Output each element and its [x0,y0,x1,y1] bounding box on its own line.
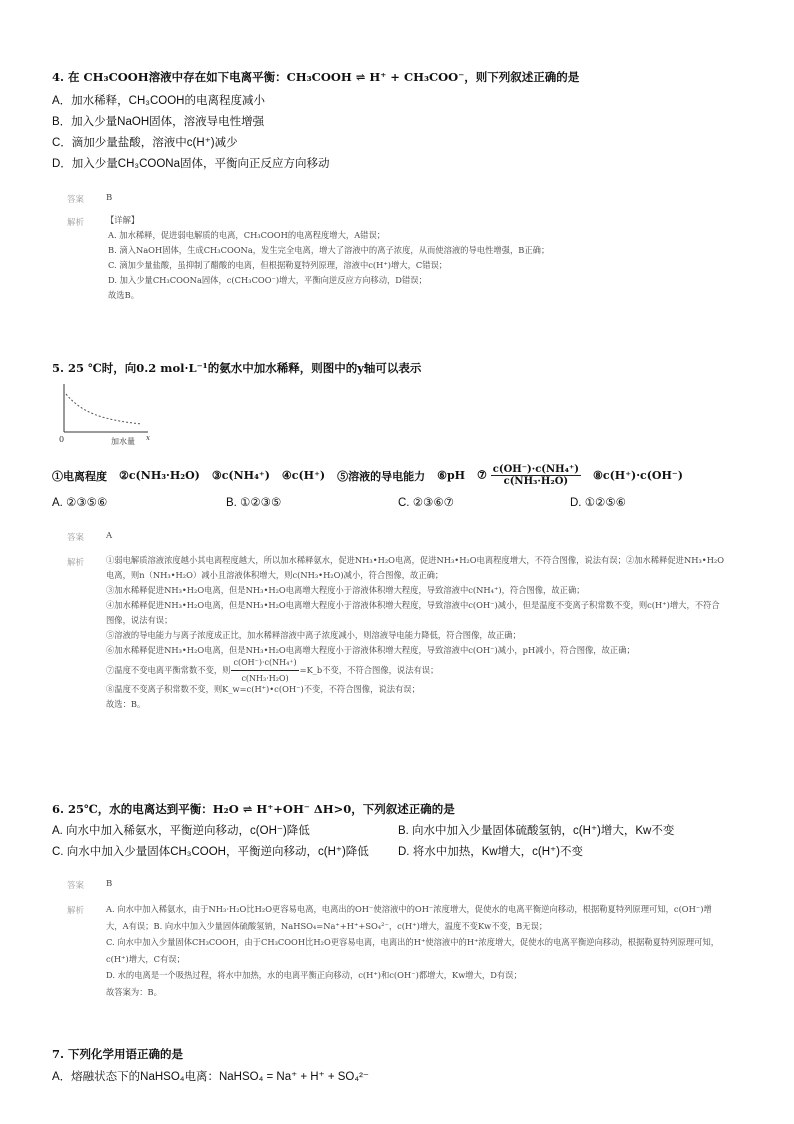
fraction-denominator: c(NH₃·H₂O) [241,673,289,683]
q5-option-c: C. ②③⑥⑦ [398,497,454,509]
analysis-text: =K_b不变，不符合图像，说法有误； [299,664,439,675]
q4-answer: B [106,193,113,203]
q4-analysis [106,213,549,303]
q6-option-b: B. 向水中加入少量固体硫酸氢钠，c(H⁺)增大，Kw不变 [398,825,675,837]
analysis-line: ⑧温度不变离子积常数不变，则K_w=c(H⁺)•c(OH⁻)不变，不符合图像，说法有误； [106,684,420,694]
analysis-line: D. 水的电离是一个吸热过程，将水中加热，水的电离平衡正向移动，c(H⁺)和c(OH⁻)都增大，Kw增大，D有误； [106,970,522,980]
q6-answer-label: 答案 [67,881,85,891]
q6-analysis-label: 解析 [67,906,85,916]
analysis-line: ⑥加水稀释促进NH₃•H₂O电离，但是NH₃•H₂O电离增大程度小于溶液体积增大程度，导致溶液中c(OH⁻)减小，pH减小，符合图像，故正确； [106,645,635,655]
q5-answer-label: 答案 [67,533,85,543]
q6-answer: B [106,879,113,889]
q4-answer-label: 答案 [67,195,85,205]
q5-option-b: B. ①②③⑤ [226,497,282,509]
q5-item-4: ④c(H⁺) [281,469,326,482]
q5-option-a: A. ②③⑤⑥ [52,497,108,509]
q4-option-a: A．加水稀释，CH₃COOH的电离程度减小 [52,95,265,107]
analysis-line: A. 加水稀释，促进弱电解质的电离，CH₃COOH的电离程度增大，A错误； [108,230,386,240]
analysis-line: 故选：B。 [106,699,146,709]
q5-item-7 [477,464,581,487]
graph-xaxis-letter: x [146,434,150,442]
analysis-line: ⑤溶液的导电能力与离子浓度成正比，加水稀释溶液中离子浓度减小，则溶液导电能力降低，符合图像，故正确； [106,630,521,640]
analysis-text: ⑦温度不变电离平衡常数不变，则 [106,664,231,675]
q4-analysis-label: 解析 [67,218,85,228]
fraction-numerator: c(OH⁻)·c(NH₄⁺) [231,655,298,671]
q5-option-d: D. ①②⑤⑥ [570,497,626,509]
q5-items [52,464,683,487]
q5-answer: A [106,531,113,541]
q6-option-c: C. 向水中加入少量固体CH₃COOH，平衡逆向移动，c(H⁺)降低 [52,846,369,858]
fraction-numerator: c(OH⁻)·c(NH₄⁺) [492,464,580,475]
graph-xlabel: 加水量 [111,437,135,446]
q5-item-8: ⑧c(H⁺)·c(OH⁻) [593,469,683,482]
q6-option-a: A. 向水中加入稀氨水，平衡逆向移动，c(OH⁻)降低 [52,825,310,837]
q7-option-a: A．熔融状态下的NaHSO₄电离：NaHSO₄ = Na⁺ + H⁺ + SO₄²⁻ [52,1071,369,1083]
analysis-line: 故答案为：B。 [106,986,162,997]
q6-analysis [106,901,726,1000]
analysis-line: C. 滴加少量盐酸，虽抑制了醋酸的电离，但根据勒夏特列原理，溶液中c(H⁺)增大，C错误； [108,260,448,270]
decreasing-curve [66,394,142,424]
analysis-line: ④加水稀释促进NH₃•H₂O电离，但是NH₃•H₂O电离增大程度小于溶液体积增大程度，导致溶液中c(OH⁻)减小，但是温度不变离子积常数不变，则c(H⁺)增大，不符合图像，说法有误； [106,600,720,625]
q6-stem: 6. 25℃，水的电离达到平衡：H₂O ⇌ H⁺+OH⁻ ΔH>0，下列叙述正确的是 [52,802,455,816]
graph-origin: 0 [59,435,65,444]
analysis-line [106,658,726,682]
q5-item-2: ②c(NH₃·H₂O) [119,469,200,482]
q5-item-1: ①电离程度 [52,469,107,483]
analysis-line: ①弱电解质溶液浓度越小其电离程度越大，所以加水稀释氨水，促进NH₃•H₂O电离，促进NH₃•H₂O电离程度增大，不符合图像，说法有误；②加水稀释促进NH₃•H₂O电离，则n（NH₃•H₂O）减小且溶液体积增大，则c(NH₃•H₂O)减小，符合图像，故正确； [106,555,725,580]
analysis-line: D. 加入少量CH₃COONa固体，c(CH₃COO⁻)增大，平衡向逆反应方向移动，D错误； [108,275,427,285]
q5-item-5: ⑤溶液的导电能力 [337,469,426,483]
fraction-denominator: c(NH₃·H₂O) [503,476,569,487]
analysis-line: B. 滴入NaOH固体，生成CH₃COONa，发生完全电离，增大了溶液中的离子浓度，从而使溶液的导电性增强，B正确； [108,245,550,255]
analysis-line: C. 向水中加入少量固体CH₃COOH，由于CH₃COOH比H₂O更容易电离，电离出的H⁺使溶液中的H⁺浓度增大，促使水的电离平衡逆向移动，根据勒夏特列原理可知，c(H⁺)增大，C有误； [106,937,720,964]
kb-fraction [231,655,298,686]
q5-graph [56,380,156,446]
q4-option-d: D．加入少量CH₃COONa固体，平衡向正反应方向移动 [52,158,330,170]
q5-item-7-fraction [491,464,581,487]
q5-item-6: ⑥pH [437,469,466,482]
q6-option-d: D. 将水中加热，Kw增大，c(H⁺)不变 [398,846,583,858]
q4-option-c: C．滴加少量盐酸，溶液中c(H⁺)减少 [52,137,238,149]
q5-stem: 5. 25 ℃时，向0.2 mol·L⁻¹的氨水中加水稀释，则图中的y轴可以表示 [52,361,422,375]
q4-stem: 4. 在 CH₃COOH溶液中存在如下电离平衡：CH₃COOH ⇌ H⁺ + CH₃COO⁻，则下列叙述正确的是 [52,70,580,84]
analysis-line: ③加水稀释促进NH₃•H₂O电离，但是NH₃•H₂O电离增大程度小于溶液体积增大程度，导致溶液中c(NH₄⁺)，符合图像，故正确； [106,585,585,595]
q5-item-7-marker: ⑦ [477,468,487,482]
q7-stem: 7. 下列化学用语正确的是 [52,1047,184,1061]
q4-option-b: B．加入少量NaOH固体，溶液导电性增强 [52,116,265,128]
analysis-line: 故选B。 [108,290,139,300]
q5-item-3: ③c(NH₄⁺) [211,469,270,482]
q5-analysis [106,553,726,712]
analysis-line: A. 向水中加入稀氨水，由于NH₃·H₂O比H₂O更容易电离，电离出的OH⁻使溶液中的OH⁻浓度增大，促使水的电离平衡逆向移动，根据勒夏特列原理可知，c(OH⁻)增大，A有误；B. 向水中加入少量固体硫酸氢钠，NaHSO₄=Na⁺+H⁺+SO₄²⁻，c(H⁺)增大，温度不变Kw不变，B无误； [106,904,712,931]
q5-analysis-label: 解析 [67,558,85,568]
analysis-line: 【详解】 [106,215,140,225]
